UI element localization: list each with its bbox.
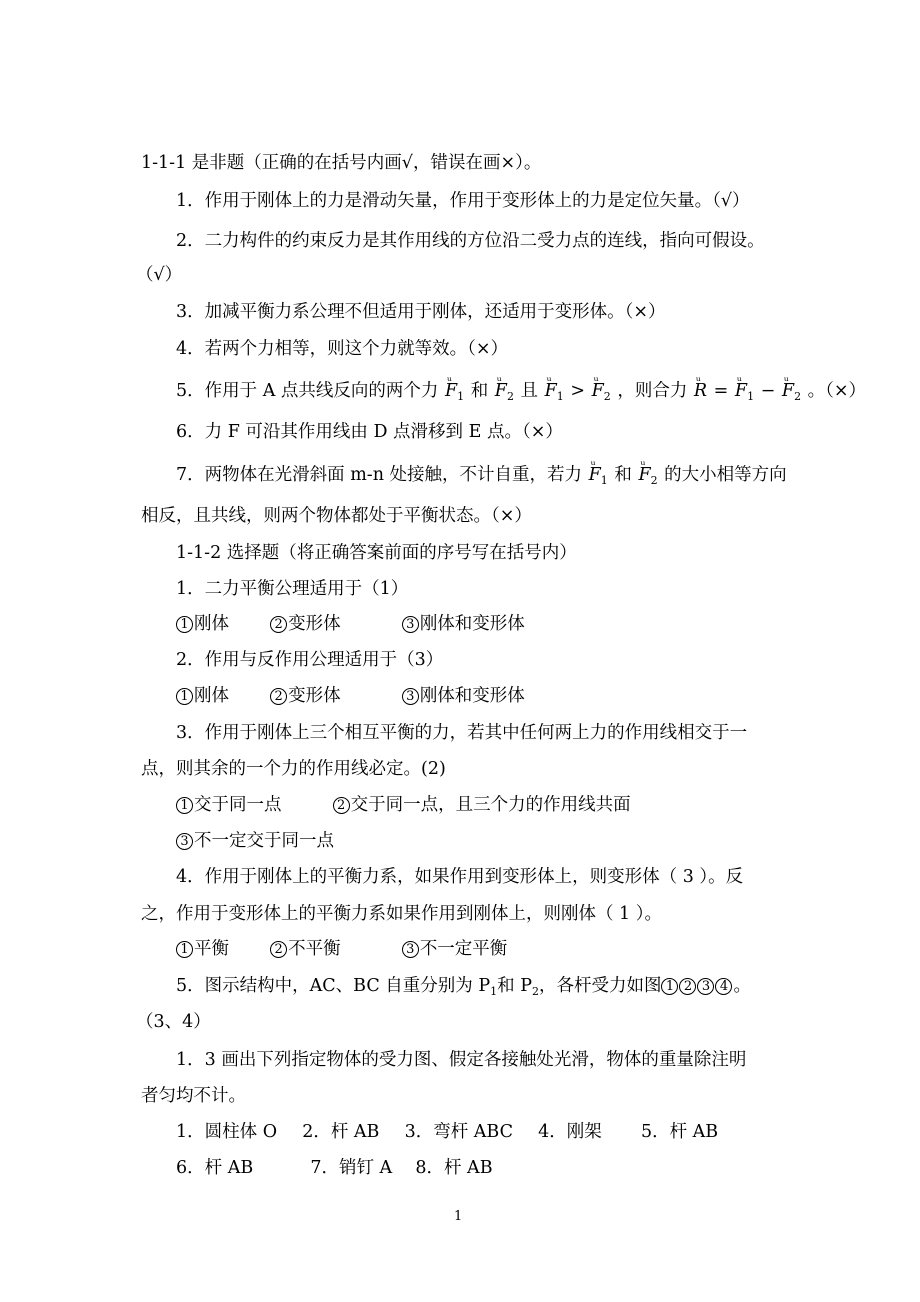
option-number-3: 3: [176, 833, 193, 850]
mc-question-2-options: [176, 684, 525, 708]
q7-text-and: 和: [614, 465, 632, 485]
tf-question-4: 4．若两个力相等，则这个力就等效。（×）: [176, 339, 509, 359]
option-text: 不一定交于同一点: [194, 831, 334, 851]
option-number-3: 3: [402, 941, 419, 958]
option-text: 平衡: [194, 939, 229, 959]
option-number-1: 1: [176, 941, 193, 958]
item-1: 1．圆柱体 O: [176, 1122, 278, 1142]
figure-number-1: 1: [661, 978, 678, 995]
option-text: 变形体: [288, 686, 341, 706]
option-text: 刚体和变形体: [419, 614, 525, 634]
q5-mc-text-pre: 5．图示结构中，AC、BC 自重分别为 P: [176, 976, 491, 996]
option-number-2: 2: [270, 941, 287, 958]
vector-r: ᵘ R: [694, 379, 707, 403]
tf-question-3: 3．加减平衡力系公理不但适用于刚体，还适用于变形体。（×）: [176, 302, 666, 322]
option-number-2: 2: [333, 797, 350, 814]
tf-question-2-line2: （√）: [136, 265, 183, 285]
mc-question-3-options-row1: [176, 793, 631, 817]
vector-f1-q7: ᵘ $F_1$: [589, 463, 608, 493]
item-6: 6．杆 AB: [176, 1158, 254, 1178]
mc-question-5-line2: （3、4）: [136, 1012, 211, 1032]
q7-text-pre: 7．两物体在光滑斜面 m-n 处接触，不计自重，若力: [176, 465, 583, 485]
section-heading-true-false: 1-1-1 是非题（正确的在括号内画√，错误在画×）。: [141, 153, 542, 173]
mc-question-4-line1: 4．作用于刚体上的平衡力系，如果作用到变形体上，则变形体（ 3 ）。反: [176, 867, 744, 887]
tf-question-7-line2: 相反，且共线，则两个物体都处于平衡状态。（×）: [141, 506, 532, 526]
mc-question-3-line1: 3．作用于刚体上三个相互平衡的力，若其中任何两上力的作用线相交于一: [176, 723, 748, 743]
vector-f1-compare: ᵘ $F_1$: [545, 379, 564, 409]
mc-question-1: 1．二力平衡公理适用于（1）: [176, 579, 409, 599]
q5-mc-text-end: 。: [733, 976, 751, 996]
vector-f2-q7: ᵘ $F_2$: [638, 463, 657, 493]
vector-f2-result: ᵘ $F_2$: [782, 379, 801, 409]
mc-question-4-line2: 之，作用于变形体上的平衡力系如果作用到刚体上，则刚体（ 1 ）。: [141, 904, 663, 924]
option-number-1: 1: [176, 797, 193, 814]
q5-text-mid: ，则合力: [617, 381, 688, 401]
mc-question-5-line1: 5．图示结构中，AC、BC 自重分别为 $P_1$和 $P_2$，各杆受力如图 1 2 3 4 。: [176, 976, 751, 998]
item-4: 4．刚架: [538, 1122, 602, 1142]
option-number-2: 2: [270, 688, 287, 705]
option-number-1: 1: [176, 688, 193, 705]
figure-number-3: 3: [697, 978, 714, 995]
q5-mc-text-post: ，各杆受力如图: [538, 976, 662, 996]
tf-question-1: 1．作用于刚体上的力是滑动矢量，作用于变形体上的力是定位矢量。（√）: [176, 191, 750, 211]
mc-question-3-options-row2: [176, 829, 334, 853]
figure-number-2: 2: [679, 978, 696, 995]
page-number: 1: [454, 1209, 463, 1224]
vector-f2: ᵘ $F_2$: [495, 379, 514, 409]
option-text: 变形体: [288, 614, 341, 634]
q5-text-qie: 且: [520, 381, 539, 401]
q5-gt-sign: >: [570, 381, 586, 401]
option-text: 刚体: [194, 614, 229, 634]
tf-question-2-line1: 2．二力构件的约束反力是其作用线的方位沿二受力点的连线，指向可假设。: [176, 231, 765, 251]
option-number-1: 1: [176, 616, 193, 633]
option-number-3: 3: [402, 688, 419, 705]
tf-question-5: [176, 379, 866, 409]
q5-eq-sign: =: [713, 381, 729, 401]
vector-f1-result: ᵘ $F_1$: [735, 379, 754, 409]
vector-f2-compare: ᵘ $F_2$: [592, 379, 611, 409]
section-heading-free-body-line2: 者匀均不计。: [141, 1086, 246, 1106]
tf-question-6: 6．力 F 可沿其作用线由 D 点滑移到 E 点。（×）: [176, 422, 563, 442]
item-7: 7．销钉 A: [310, 1158, 393, 1178]
q5-text-and: 和: [470, 381, 489, 401]
vector-f1: ᵘ $F_1$: [445, 379, 464, 409]
q7-text-post: 的大小相等方向: [664, 465, 787, 485]
option-number-2: 2: [270, 616, 287, 633]
option-text: 刚体和变形体: [419, 686, 525, 706]
figure-number-4: 4: [715, 978, 732, 995]
tf-question-7-line1: [176, 463, 787, 493]
option-text: 交于同一点: [194, 795, 282, 815]
mc-question-2: 2．作用与反作用公理适用于（3）: [176, 650, 444, 670]
section-heading-multiple-choice: 1-1-2 选择题（将正确答案前面的序号写在括号内）: [176, 543, 577, 563]
option-text: 交于同一点，且三个力的作用线共面: [350, 795, 631, 815]
q5-minus-sign: −: [760, 381, 776, 401]
mc-question-3-line2: 点，则其余的一个力的作用线必定。(2): [141, 759, 446, 779]
q5-text-end: 。（×）: [807, 381, 867, 401]
q5-text-pre: 5．作用于 A 点共线反向的两个力: [176, 381, 439, 401]
option-text: 不平衡: [288, 939, 341, 959]
item-3: 3．弯杆 ABC: [404, 1122, 513, 1142]
option-number-3: 3: [402, 616, 419, 633]
option-text: 刚体: [194, 686, 229, 706]
free-body-items-row1: [176, 1120, 718, 1144]
q5-mc-text-and: 和 P: [497, 976, 532, 996]
option-text: 不一定平衡: [419, 939, 508, 959]
item-2: 2．杆 AB: [302, 1122, 380, 1142]
mc-question-1-options: [176, 612, 525, 636]
item-5: 5．杆 AB: [640, 1122, 719, 1142]
mc-question-4-options: [176, 937, 507, 961]
item-8: 8．杆 AB: [415, 1158, 493, 1178]
free-body-items-row2: [176, 1156, 493, 1180]
section-heading-free-body-line1: 1．3 画出下列指定物体的受力图、假定各接触处光滑，物体的重量除注明: [176, 1050, 747, 1070]
